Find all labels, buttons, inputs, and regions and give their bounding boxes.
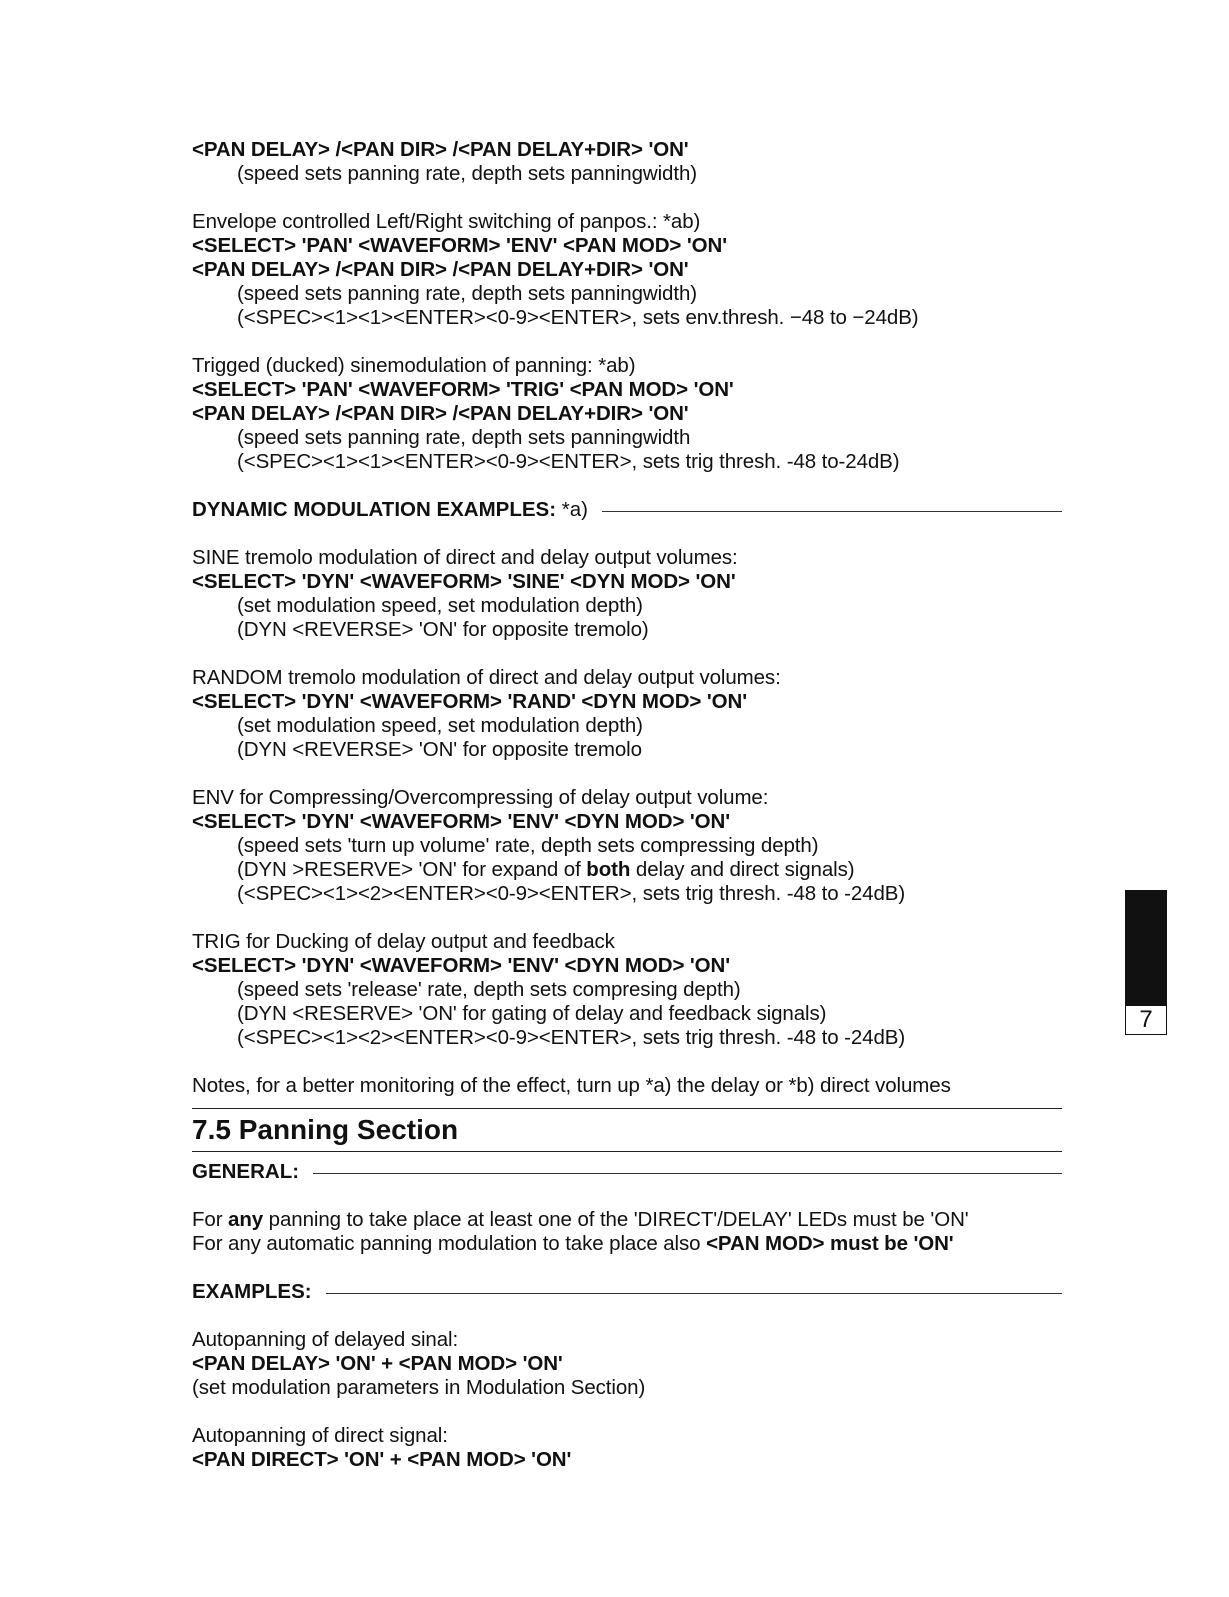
paragraph-gap — [192, 642, 1062, 666]
text-line — [192, 714, 1062, 738]
plain-text: (set modulation parameters in Modulation Section) — [192, 1376, 646, 1399]
plain-text: Envelope controlled Left/Right switching of panpos.: *ab) — [192, 210, 701, 233]
plain-text: (<SPEC><1><1><ENTER><0-9><ENTER>, sets env.thresh. −48 to −24dB) — [237, 306, 919, 329]
plain-text: Autopanning of delayed sinal: — [192, 1328, 459, 1351]
bold-text: <SELECT> 'DYN' <WAVEFORM> 'SINE' <DYN MOD> 'ON' — [192, 570, 736, 593]
plain-text: Notes, for a better monitoring of the effect, turn up *a) the delay or *b) direct volumes — [192, 1074, 951, 1097]
text-line — [192, 282, 1062, 306]
plain-text: (speed sets 'turn up volume' rate, depth sets compressing depth) — [237, 834, 819, 857]
paragraph-gap — [192, 1400, 1062, 1424]
section-title: 7.5 Panning Section — [192, 1114, 459, 1145]
text-line — [192, 954, 1062, 978]
plain-text: (DYN <RESERVE> 'ON' for gating of delay and feedback signals) — [237, 1002, 827, 1025]
bold-text: <PAN MOD> must be 'ON' — [706, 1232, 954, 1255]
plain-text: (speed sets panning rate, depth sets panningwidth — [237, 426, 691, 449]
text-line — [192, 858, 1062, 882]
paragraph-gap — [192, 186, 1062, 210]
page-content — [192, 138, 1062, 1472]
plain-text: (speed sets panning rate, depth sets panningwidth) — [237, 282, 697, 305]
text-line — [192, 1376, 1062, 1400]
text-line — [192, 1002, 1062, 1026]
bold-text: <PAN DELAY> 'ON' + <PAN MOD> 'ON' — [192, 1352, 563, 1375]
bold-text: <PAN DELAY> /<PAN DIR> /<PAN DELAY+DIR> 'ON' — [192, 402, 689, 425]
text-line — [192, 618, 1062, 642]
subheading-label: EXAMPLES: — [192, 1280, 312, 1303]
plain-text: RANDOM tremolo modulation of direct and delay output volumes: — [192, 666, 781, 689]
subheading — [192, 498, 1062, 522]
text-line — [192, 1328, 1062, 1352]
text-line — [192, 882, 1062, 906]
chapter-tab-marker — [1125, 890, 1167, 1006]
bold-text: <SELECT> 'PAN' <WAVEFORM> 'TRIG' <PAN MOD> 'ON' — [192, 378, 734, 401]
heading-rule — [602, 511, 1062, 512]
text-line — [192, 234, 1062, 258]
plain-text: (<SPEC><1><2><ENTER><0-9><ENTER>, sets trig thresh. -48 to -24dB) — [237, 1026, 906, 1049]
paragraph-gap — [192, 906, 1062, 930]
text-line — [192, 930, 1062, 954]
text-line — [192, 1208, 1062, 1232]
plain-text: For — [192, 1208, 229, 1231]
text-line — [192, 426, 1062, 450]
text-line — [192, 738, 1062, 762]
bold-text: any — [228, 1208, 264, 1231]
text-line — [192, 450, 1062, 474]
text-line — [192, 306, 1062, 330]
heading-rule — [326, 1293, 1062, 1294]
plain-text: ENV for Compressing/Overcompressing of delay output volume: — [192, 786, 769, 809]
plain-text: (set modulation speed, set modulation depth) — [237, 714, 643, 737]
text-line — [192, 1074, 1062, 1098]
subheading-label: DYNAMIC MODULATION EXAMPLES: — [192, 498, 557, 521]
paragraph-gap — [192, 522, 1062, 546]
paragraph-gap — [192, 474, 1062, 498]
paragraph-gap — [192, 1256, 1062, 1280]
text-line — [192, 402, 1062, 426]
plain-text: (speed sets panning rate, depth sets panningwidth) — [237, 162, 697, 185]
bold-text: <PAN DELAY> /<PAN DIR> /<PAN DELAY+DIR> 'ON' — [192, 258, 689, 281]
bold-text: <SELECT> 'DYN' <WAVEFORM> 'ENV' <DYN MOD> 'ON' — [192, 954, 731, 977]
text-line — [192, 210, 1062, 234]
plain-text: Autopanning of direct signal: — [192, 1424, 448, 1447]
plain-text: TRIG for Ducking of delay output and feedback — [192, 930, 615, 953]
text-line — [192, 378, 1062, 402]
subheading — [192, 1280, 1062, 1304]
text-line — [192, 138, 1062, 162]
subheading — [192, 1160, 1062, 1184]
section-heading-block — [192, 1108, 1062, 1152]
chapter-tab-number: 7 — [1125, 1006, 1167, 1035]
text-line — [192, 1352, 1062, 1376]
plain-text: Trigged (ducked) sinemodulation of panning: *ab) — [192, 354, 636, 377]
text-line — [192, 1424, 1062, 1448]
plain-text: panning to take place at least one of the 'DIRECT'/DELAY' LEDs must be 'ON' — [263, 1208, 969, 1231]
paragraph-gap — [192, 1304, 1062, 1328]
plain-text: (DYN >RESERVE> 'ON' for expand of — [237, 858, 587, 881]
text-line — [192, 162, 1062, 186]
subheading-note: *a) — [556, 498, 588, 521]
text-line — [192, 594, 1062, 618]
text-line — [192, 1232, 1062, 1256]
text-line — [192, 810, 1062, 834]
plain-text: (DYN <REVERSE> 'ON' for opposite tremolo) — [237, 618, 649, 641]
heading-rule — [313, 1173, 1062, 1174]
text-line — [192, 258, 1062, 282]
plain-text: (set modulation speed, set modulation depth) — [237, 594, 643, 617]
bold-text: <SELECT> 'DYN' <WAVEFORM> 'ENV' <DYN MOD> 'ON' — [192, 810, 731, 833]
text-line — [192, 666, 1062, 690]
plain-text: (<SPEC><1><1><ENTER><0-9><ENTER>, sets trig thresh. -48 to-24dB) — [237, 450, 900, 473]
plain-text: For any automatic panning modulation to take place also — [192, 1232, 707, 1255]
text-line — [192, 354, 1062, 378]
text-line — [192, 1448, 1062, 1472]
plain-text: delay and direct signals) — [630, 858, 855, 881]
bold-text: <SELECT> 'DYN' <WAVEFORM> 'RAND' <DYN MOD> 'ON' — [192, 690, 747, 713]
bold-text: both — [586, 858, 631, 881]
bold-text: <SELECT> 'PAN' <WAVEFORM> 'ENV' <PAN MOD> 'ON' — [192, 234, 727, 257]
plain-text: (DYN <REVERSE> 'ON' for opposite tremolo — [237, 738, 642, 761]
text-line — [192, 978, 1062, 1002]
plain-text: SINE tremolo modulation of direct and delay output volumes: — [192, 546, 738, 569]
bold-text: <PAN DELAY> /<PAN DIR> /<PAN DELAY+DIR> 'ON' — [192, 138, 689, 161]
text-line — [192, 786, 1062, 810]
bold-text: <PAN DIRECT> 'ON' + <PAN MOD> 'ON' — [192, 1448, 572, 1471]
text-line — [192, 834, 1062, 858]
text-line — [192, 570, 1062, 594]
text-line — [192, 1026, 1062, 1050]
paragraph-gap — [192, 1050, 1062, 1074]
text-line — [192, 690, 1062, 714]
text-line — [192, 546, 1062, 570]
paragraph-gap — [192, 1184, 1062, 1208]
paragraph-gap — [192, 762, 1062, 786]
plain-text: (<SPEC><1><2><ENTER><0-9><ENTER>, sets trig thresh. -48 to -24dB) — [237, 882, 906, 905]
subheading-label: GENERAL: — [192, 1160, 300, 1183]
paragraph-gap — [192, 330, 1062, 354]
plain-text: (speed sets 'release' rate, depth sets compresing depth) — [237, 978, 741, 1001]
